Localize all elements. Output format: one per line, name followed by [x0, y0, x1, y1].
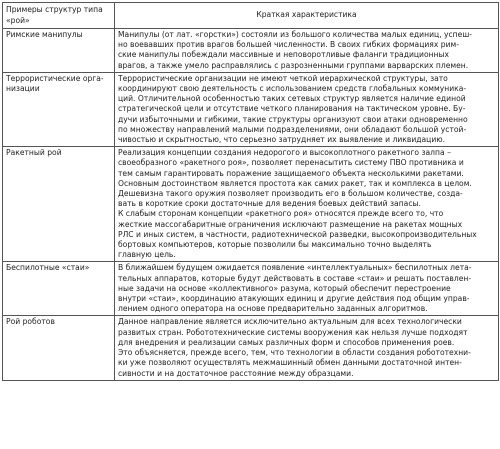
header-description-text: Краткая характеристика	[256, 10, 357, 20]
row-description-cell	[115, 147, 499, 262]
row-name: Рой роботов	[6, 317, 55, 327]
row-name-cell	[3, 262, 115, 316]
row-name-cell	[3, 147, 115, 262]
header-examples-text: Примеры структур типа «рой»	[6, 5, 103, 25]
row-description-cell	[115, 316, 499, 380]
table-header-row	[3, 3, 499, 29]
row-name: Римские манипулы	[6, 30, 83, 39]
swarm-structures-table-wrapper	[2, 2, 498, 381]
table-row	[3, 72, 499, 146]
row-description-cell	[115, 72, 499, 146]
row-description-cell	[115, 262, 499, 316]
row-description: Террористические организации не имеют четкой иерархической структуры, зато координируют свою деятельность с использованием средств глобальных коммуника- ций. Отличительной особенностью таких сетевых структур является наличие единой стратегической цели и отсутствие четкого планирования на тактическом уровне. Бу- дучи избыточными и гибкими, такие структуры организуют свои атаки одновременно по множеству направлений малыми подразделениями, они обладают большой устой- чивостью и скрытностью, что серьезно затрудняет их выявление и ликвидацию.	[118, 73, 468, 145]
row-description-cell	[115, 29, 499, 73]
table-row	[3, 29, 499, 73]
table-row	[3, 262, 499, 316]
row-description: Данное направление является исключительно актуальным для всех технологически развитых стран. Робототехнические системы вооружения как нельзя лучше подходят для внедрения и реализации самых различных форм и способов применения роев. Это объясняется, прежде всего, тем, что технологии в области создания робототехни- ки уже позволяют осуществлять межмашинный обмен данными достаточной интен- сивности и на достаточное расстояние между образцами.	[118, 317, 471, 378]
header-examples	[3, 3, 115, 29]
swarm-structures-table	[2, 2, 499, 381]
row-name: Террористические орга- низации	[6, 73, 104, 94]
row-description: Реализация концепции создания недорогого и высокоплотного ракетного залпа – своеобразного «ракетного роя», позволяет перенасытить систему ПВО противника и тем самым гарантировать поражение защищаемого объекта несколькими ракетами. Основным достоинством является простота как самих ракет, так и комплекса в целом. Дешевизна такого оружия позволяет производить его в большом количестве, созда- вать в короткие сроки достаточные для ведения боевых действий запасы. К слабым сторонам концепции «ракетного роя» относятся прежде всего то, что жесткие массогабаритные ограничения исключают размещение на ракетах мощных РЛС и иных систем, в частности, радиотехнической разведки, высокопроизводительных бортовых компьютеров, которые позволили бы максимально точно выделять главную цель.	[118, 148, 477, 260]
row-description: Манипулы (от лат. «горстки») состояли из большого количества малых единиц, успеш- но воевавших против врагов большей численности. В своих гибких формациях рим- ские манипулы побеждали массивные и неповоротливые фаланги традиционных врагов, а также умело расправлялись с разрозненными группами варварских племен.	[118, 30, 473, 70]
row-name: Беспилотные «стаи»	[6, 263, 90, 273]
row-name-cell	[3, 72, 115, 146]
row-name-cell	[3, 29, 115, 73]
table-row	[3, 147, 499, 262]
row-description: В ближайшем будущем ожидается появление «интеллектуальных» беспилотных лета- тельных аппаратов, которые будут действовать в составе «стаи» и решать поставлен- ные задачи на основе «коллективного» разума, который обеспечит перестроение внутри «стаи», координацию атакующих единиц и другие действия под общим управ- лением одного оператора на основе предварительно заданных алгоритмов.	[118, 263, 472, 314]
header-description	[115, 3, 499, 29]
table-row	[3, 316, 499, 380]
row-name: Ракетный рой	[6, 148, 62, 158]
row-name-cell	[3, 316, 115, 380]
